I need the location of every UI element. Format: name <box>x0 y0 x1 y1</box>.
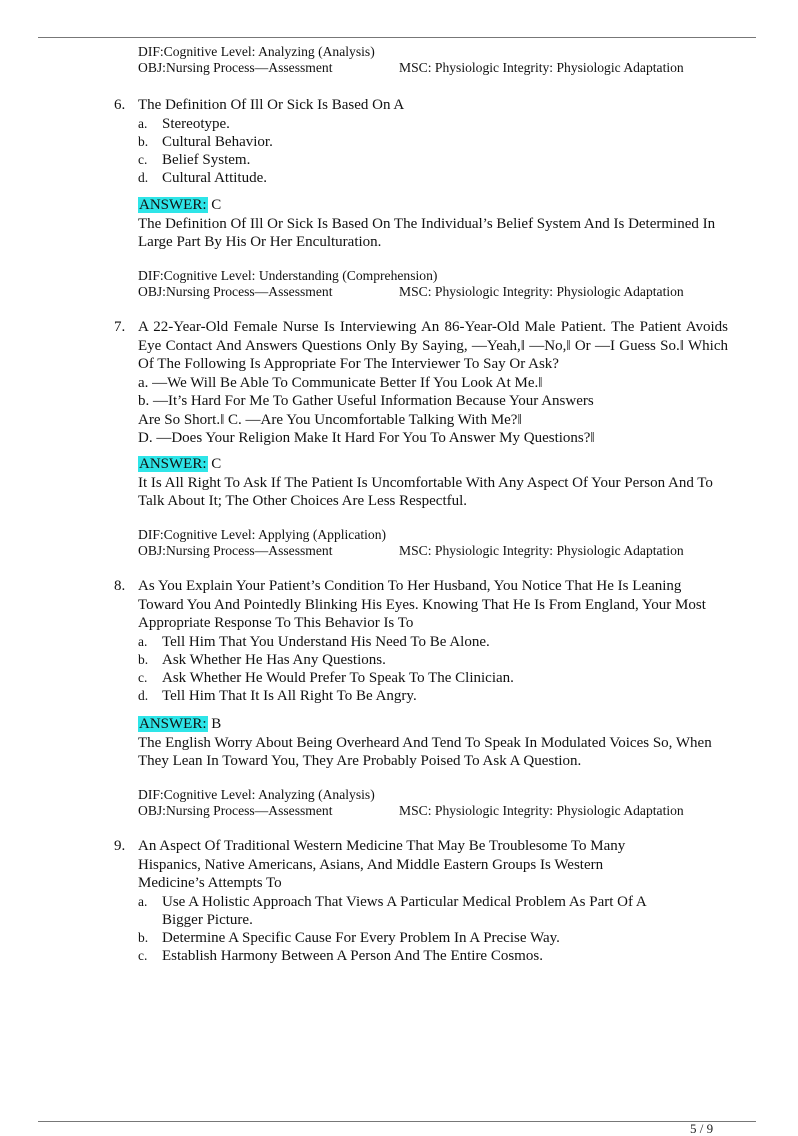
option-letter: c. <box>138 670 148 686</box>
option-b <box>138 651 728 669</box>
answer-6 <box>138 196 738 252</box>
option-text: Cultural Behavior. <box>162 133 273 150</box>
rationale: The Definition Of Ill Or Sick Is Based On The Individual’s Belief System And Is Determined In Large Part By His Or Her Enculturation. <box>138 215 716 251</box>
stem-line: An Aspect Of Traditional Western Medicine That May Be Troublesome To Many <box>138 838 626 854</box>
option-text: Establish Harmony Between A Person And The Entire Cosmos. <box>162 948 543 965</box>
question-9 <box>114 837 728 966</box>
option-c <box>138 947 728 965</box>
option-d: D. —Does Your Religion Make It Hard For You To Answer My Questions?‖ <box>138 430 595 446</box>
msc-line: MSC: Physiologic Integrity: Physiologic Adaptation <box>399 803 684 818</box>
option-letter: b. <box>138 133 149 149</box>
footer-rule <box>38 1121 756 1122</box>
option-text: Determine A Specific Cause For Every Problem In A Precise Way. <box>162 930 560 947</box>
options-list <box>138 633 728 706</box>
option-b-c: Are So Short.‖ C. —Are You Uncomfortable Talking With Me?‖ <box>138 411 522 428</box>
option-c <box>138 151 728 169</box>
rationale: The English Worry About Being Overheard And Tend To Speak In Modulated Voices So, When They Lean In Toward You, They Are Probably Poised To Ask A Question. <box>138 734 712 770</box>
option-text: Cultural Attitude. <box>162 170 267 187</box>
obj-line: OBJ:Nursing Process—Assessment <box>138 60 333 75</box>
rationale: It Is All Right To Ask If The Patient Is Uncomfortable With Any Aspect Of Your Person And To Talk About It; The Other Choices Are Less Respectful. <box>138 474 713 510</box>
option-d <box>138 687 728 705</box>
question-8 <box>114 577 728 706</box>
option-letter: b. <box>138 930 149 946</box>
option-text: Use A Holistic Approach That Views A Particular Medical Problem As Part Of A Bigger Picture. <box>162 893 646 928</box>
stem-line: Hispanics, Native Americans, Asians, And Middle Eastern Groups Is Western <box>138 856 604 873</box>
q7-metadata <box>138 527 684 559</box>
options-list <box>138 893 728 966</box>
msc-line: MSC: Physiologic Integrity: Physiologic Adaptation <box>399 543 684 558</box>
answer-label: ANSWER: <box>139 456 207 472</box>
q6-metadata <box>138 268 684 300</box>
option-text: Stereotype. <box>162 115 230 132</box>
option-text: Tell Him That It Is All Right To Be Angry. <box>162 688 417 705</box>
option-c <box>138 669 728 687</box>
answer-label: ANSWER: <box>139 197 207 213</box>
question-number: 9. <box>114 838 126 854</box>
q8-metadata <box>138 787 684 819</box>
option-letter: d. <box>138 688 149 704</box>
dif-line: DIF:Cognitive Level: Understanding (Comprehension) <box>138 268 438 283</box>
option-text: Ask Whether He Has Any Questions. <box>162 651 386 668</box>
answer-value: C <box>211 456 222 472</box>
options-list <box>138 374 728 448</box>
option-letter: a. <box>138 633 148 649</box>
option-b <box>138 929 728 947</box>
header-rule <box>38 37 756 38</box>
option-letter: a. <box>138 115 148 131</box>
option-letter: b. <box>138 651 149 667</box>
answer-8 <box>138 715 738 771</box>
obj-line: OBJ:Nursing Process—Assessment <box>138 803 333 818</box>
option-b <box>138 133 728 151</box>
obj-line: OBJ:Nursing Process—Assessment <box>138 543 333 558</box>
option-b: b. —It’s Hard For Me To Gather Useful Information Because Your Answers <box>138 393 594 409</box>
question-number: 6. <box>114 97 126 113</box>
option-letter: c. <box>138 948 148 964</box>
option-letter: d. <box>138 170 149 186</box>
answer-7 <box>138 455 738 511</box>
options-list <box>138 115 728 188</box>
option-a: a. —We Will Be Able To Communicate Better If You Look At Me.‖ <box>138 374 543 391</box>
msc-line: MSC: Physiologic Integrity: Physiologic Adaptation <box>399 284 684 299</box>
option-text: Ask Whether He Would Prefer To Speak To The Clinician. <box>162 670 514 687</box>
question-number: 7. <box>114 319 126 335</box>
question-6 <box>114 96 728 188</box>
stem-line: Medicine’s Attempts To <box>138 875 282 891</box>
page-number: 5 / 9 <box>690 1121 714 1136</box>
question-stem: A 22-Year-Old Female Nurse Is Interviewing An 86-Year-Old Male Patient. The Patient Avoids Eye Contact And Answers Questions Only By Saying, —Yeah,‖ —No,‖ Or —I Guess So.‖ Which Of The Following Is Appropriate For The Interviewer To Say Or Ask? <box>138 319 728 372</box>
dif-line: DIF:Cognitive Level: Analyzing (Analysis) <box>138 787 375 802</box>
answer-value: B <box>211 716 222 732</box>
option-a <box>138 893 687 930</box>
option-text: Belief System. <box>162 152 251 169</box>
answer-value: C <box>211 197 222 213</box>
obj-line: OBJ:Nursing Process—Assessment <box>138 284 333 299</box>
q5-metadata <box>138 44 684 76</box>
question-stem <box>138 837 728 893</box>
dif-line: DIF:Cognitive Level: Applying (Application) <box>138 527 387 542</box>
option-d <box>138 169 728 187</box>
question-number: 8. <box>114 578 126 594</box>
question-stem: The Definition Of Ill Or Sick Is Based On A <box>138 97 405 113</box>
option-letter: c. <box>138 152 148 168</box>
answer-label: ANSWER: <box>139 716 207 732</box>
dif-line: DIF:Cognitive Level: Analyzing (Analysis) <box>138 44 375 59</box>
option-a <box>138 633 728 651</box>
option-text: Tell Him That You Understand His Need To Be Alone. <box>162 633 490 650</box>
option-a <box>138 115 728 133</box>
msc-line: MSC: Physiologic Integrity: Physiologic Adaptation <box>399 60 684 75</box>
option-letter: a. <box>138 893 148 909</box>
question-7 <box>114 318 728 448</box>
question-stem: As You Explain Your Patient’s Condition To Her Husband, You Notice That He Is Leaning Toward You And Pointedly Blinking His Eyes. Knowing That He Is From England, Your Most Appropriate Response To This Behavior Is To <box>138 578 706 631</box>
